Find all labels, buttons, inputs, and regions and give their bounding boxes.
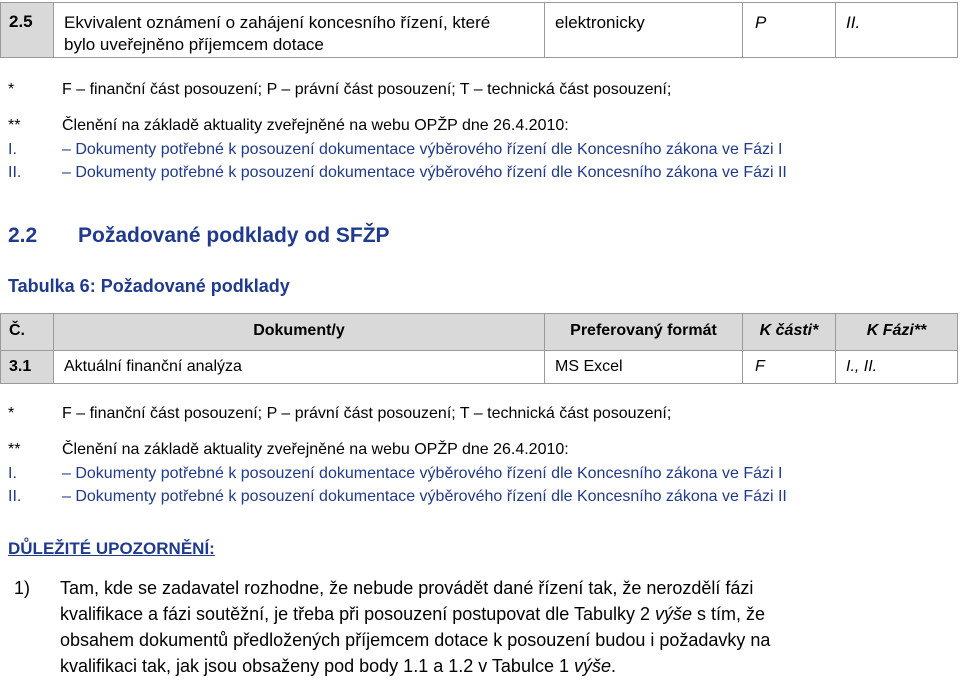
phase-i-mark: I. bbox=[8, 141, 17, 158]
document-cell bbox=[54, 351, 545, 384]
document-line-2: bylo uveřejněno příjemcem dotace bbox=[64, 35, 324, 54]
phase-cell bbox=[836, 3, 958, 58]
footnote-double-star-text: Členění na základě aktuality zveřejněné na webu OPŽP dne 26.4.2010: bbox=[62, 441, 569, 458]
footnote-star-text: F – finanční část posouzení; P – právní část posouzení; T – technická část posouzení; bbox=[62, 81, 672, 98]
row-number-cell bbox=[1, 351, 54, 384]
footnote-star-mark: * bbox=[8, 405, 15, 422]
phase-i-text: – Dokumenty potřebné k posouzení dokumentace výběrového řízení dle Koncesního zákona ve Fázi I bbox=[62, 465, 783, 482]
format-value: elektronicky bbox=[555, 13, 645, 32]
row-number: 3.1 bbox=[9, 358, 32, 375]
format-value: MS Excel bbox=[555, 358, 623, 375]
phase-ii-mark: II. bbox=[8, 488, 22, 505]
warning-line-3: obsahem dokumentů předložených příjemcem dotace k posouzení budou i požadavky na bbox=[60, 630, 771, 650]
header-format: Preferovaný formát bbox=[545, 314, 743, 351]
warning-paragraph bbox=[60, 575, 940, 679]
table-row bbox=[1, 3, 958, 58]
footnote-double-star-mark: ** bbox=[8, 117, 21, 134]
header-phase: K Fázi** bbox=[836, 314, 958, 351]
warning-line-2: kvalifikace a fázi soutěžní, je třeba při posouzení postupovat dle Tabulky 2 výše s tím, že bbox=[60, 604, 766, 624]
document-cell bbox=[54, 3, 545, 58]
part-value: P bbox=[755, 13, 767, 32]
footnote-star-text: F – finanční část posouzení; P – právní část posouzení; T – technická část posouzení; bbox=[62, 405, 672, 422]
row-number: 2.5 bbox=[9, 12, 33, 31]
table-caption: Tabulka 6: Požadované podklady bbox=[8, 276, 290, 296]
part-cell bbox=[743, 351, 836, 384]
phase-value: II. bbox=[846, 13, 861, 32]
document-value: Aktuální finanční analýza bbox=[64, 358, 242, 375]
section-title: Požadované podklady od SFŽP bbox=[78, 224, 390, 247]
phase-ii-text: – Dokumenty potřebné k posouzení dokumentace výběrového řízení dle Koncesního zákona ve Fázi II bbox=[62, 164, 787, 181]
format-cell bbox=[545, 351, 743, 384]
phase-cell bbox=[836, 351, 958, 384]
header-document: Dokument/y bbox=[54, 314, 545, 351]
table-header-row bbox=[1, 314, 958, 351]
table-required-documents bbox=[0, 313, 958, 384]
row-number-cell bbox=[1, 3, 54, 58]
warning-item-number: 1) bbox=[14, 578, 31, 598]
section-number: 2.2 bbox=[8, 224, 38, 247]
format-cell bbox=[545, 3, 743, 58]
header-part: K části* bbox=[743, 314, 836, 351]
document-line-1: Ekvivalent oznámení o zahájení koncesního řízení, které bbox=[64, 13, 491, 32]
phase-value: I., II. bbox=[846, 358, 878, 375]
table-documents-top bbox=[0, 2, 958, 58]
phase-ii-text: – Dokumenty potřebné k posouzení dokumentace výběrového řízení dle Koncesního zákona ve Fázi II bbox=[62, 488, 787, 505]
part-cell bbox=[743, 3, 836, 58]
warning-title: DŮLEŽITÉ UPOZORNĚNÍ: bbox=[8, 539, 215, 558]
phase-i-text: – Dokumenty potřebné k posouzení dokumentace výběrového řízení dle Koncesního zákona ve Fázi I bbox=[62, 141, 783, 158]
warning-line-4: kvalifikaci tak, jak jsou obsaženy pod body 1.1 a 1.2 v Tabulce 1 výše. bbox=[60, 656, 617, 676]
warning-line-1: Tam, kde se zadavatel rozhodne, že nebude provádět dané řízení tak, že nerozdělí fázi bbox=[60, 578, 754, 598]
header-number: Č. bbox=[1, 314, 54, 351]
table-row bbox=[1, 351, 958, 384]
footnote-double-star-mark: ** bbox=[8, 441, 21, 458]
part-value: F bbox=[755, 358, 765, 375]
phase-i-mark: I. bbox=[8, 465, 17, 482]
footnote-double-star-text: Členění na základě aktuality zveřejněné na webu OPŽP dne 26.4.2010: bbox=[62, 117, 569, 134]
phase-ii-mark: II. bbox=[8, 164, 22, 181]
footnote-star-mark: * bbox=[8, 81, 15, 98]
